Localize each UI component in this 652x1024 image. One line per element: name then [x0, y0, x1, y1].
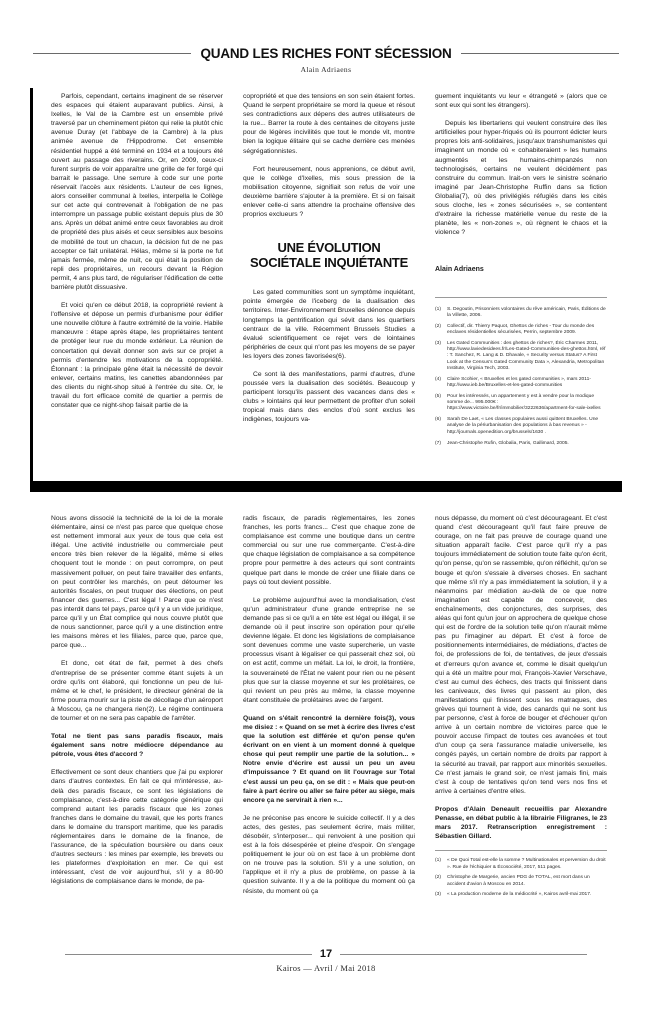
article-title: QUAND LES RICHES FONT SÉCESSION: [200, 46, 452, 61]
footnote-item: [435, 858, 607, 871]
interview-credit: Propos d'Alain Deneault recueillis par Alexandre Penasse, en débat public à la librairie Filigranes, le 23 mars 2017. Retranscription enregistrement : Sébastien Gillard.: [435, 805, 607, 841]
paragraph: copropriété et que des tensions en son sein étaient fortes. Quand le serpent propriétaire se mord la queue et résout ses contradictions aux dépens des autres utilisateurs de la rue... Barrer la route à des centaines de citoyens juste pour de légères incivilités que tout le monde vit, montre bien la logique élitaire qui se cache derrière ces menées ségrégationnistes.: [243, 93, 415, 155]
paragraph: Et voici qu'en ce début 2018, la copropriété revient à l'offensive et dépose un permis d'urbanisme pour édifier une nouvelle clôture à l'autre extrémité de la voirie. Habile manœuvre : étape après étape, les propriétaires tentent de protéger leur rue du monde extérieur. La réunion de concertation qui devait donner son avis sur ce projet a permis d'entendre les motivations de la copropriété. Étonnant : la principale gêne était la nécessité de devoir enlever, certains matins, les canettes abandonnées par des clients du night-shop situé à l'entrée du site. Or, le travail du fort efficace comité de quartier a permis de constater que ce night-shop faisait partie de la: [51, 302, 223, 410]
footnote-item: [435, 394, 607, 413]
footnote-text: Sarah De Laet, « Les classes populaires aussi quittent Bruxelles. Une analyse de la périurbanisation des populations à bas revenus » - http://journals.openedition.org/brussels/1630 .: [447, 417, 599, 435]
interview-question: Total ne tient pas sans paradis fiscaux, mais également sans notre médiocre dépendance au pétrole, vous êtes d'accord ?: [51, 733, 223, 759]
footnote-item: [435, 441, 607, 447]
footnote-item: [435, 307, 607, 320]
page-footer: [65, 948, 587, 973]
footnote-text: S. Degoutin, Prisonniers volontaires du rêve américain, Paris, Éditions de la Villette, 2006.: [447, 306, 606, 318]
footnote-text: Collectif, dir. Thierry Paquot, Ghettos de riches - Tour du monde des enclaves résidentielles sécurisées, Perrin, septembre 2009.: [447, 323, 595, 335]
footnote-item: [435, 324, 607, 337]
paragraph: Les gated communities sont un symptôme inquiétant, pointe émergée de l'iceberg de la dualisation des territoires. Inter-Environnement Bruxelles dénonce depuis longtemps la gentrification qui sévit dans les quartiers centraux de la ville. Récemment Brussels Studies a évalué scientifiquement ce rejet vers de lointaines périphéries de ceux qui n'ont pas les moyens de se payer les loyers des zones favorisées(6).: [243, 289, 415, 360]
footnote-number: (1): [435, 306, 441, 312]
paragraph: Et donc, cet état de fait, permet à des chefs d'entreprise de se présenter comme étant sujets à un ordre qu'ils ont élaboré, qui fonctionne un peu de lui-même et le chef, le président, le directeur général de la firme pourra mourir sur la piste de décollage d'un aéroport à Moscou, ça ne changera rien(2). Le régime continuera de tourner et on ne sera pas capable de l'arrêter.: [51, 660, 223, 722]
top-column-2: [243, 92, 415, 481]
footnote-item: [435, 341, 607, 372]
top-column-3: [435, 92, 607, 481]
top-column-1: [51, 92, 223, 481]
footnote-text: Les Gated Communities : des ghettos de riches?, Éric Charmes 2011, http://www.laviedesidees.fr/Les-Gated-Communities-des-ghettos.html, réf : T. Sanchez, R. Lang & D. Dhavale, « Security versus Status? A First Look at the Census's Gated Community Data », Alexandria, Metropolitan Institute, Virginia Tech, 2003.: [447, 340, 606, 371]
paragraph: nous dépasse, du moment où c'est décourageant. Et c'est quand c'est décourageant qu'il faut faire preuve de courage, on ne fait pas preuve de courage quand une situation apparaît facile. C'est parce qu'il n'y a pas toujours immédiatement de solution toute faite qu'on écrit, qu'on pense, qu'on se rassemble, qu'on réfléchit, qu'on se bouge et qu'on s'essaie à diverses choses. En sachant que même s'il n'y a pas immédiatement la solution, il y a néanmoins par médiation au-delà de ce que notre imagination est capable de concevoir, des enchaînements, des conjonctures, des surprises, des aléas qui font qu'un jour on approchera de quelque chose qui est de l'ordre de la solution telle qu'on n'aurait même pas pu l'imaginer au départ. Et c'est à force de positionnements intermédiaires, de médiations, d'actes de foi, de professions de foi, de tentatives, de jeux d'essais et d'erreurs qu'on avance et, comme le disait quelqu'un qui a été un maître pour moi, François-Xavier Verschave, c'est au cumul des échecs, des tracts qui finissent dans les caniveaux, des livres qui passent au pilon, des manifestations qui finissent sous les matraques, des grèves qui tournent à vide, des canards qui ne sont lus par personne, c'est à force de bouger et d'échouer qu'on arrive à un certain nombre de victoires parce que le pouvoir accuse l'impact de toutes ces avancées et tout d'un coup ça sera l'assurance maladie universelle, les congés payés, un certain nombre de droits par rapport à la sécurité au travail, par rapport aux minorités sexuelles. Ce n'est jamais le grand soir, ce n'est jamais fini, mais c'est à coup de tentatives qu'on tend vers nos fins et arrive à certaines d'entre elles.: [435, 515, 607, 795]
paragraph: Effectivement ce sont deux chantiers que j'ai pu explorer dans d'autres contextes. En fait ce qui m'intéresse, au-delà des paradis fiscaux, ce sont les législations de complaisance, c'est-à-dire cette catégorie générique qui comprend autant les paradis fiscaux que les zones franches dans le domaine du travail, que les ports francs dans le domaine du transport maritime, que les paradis réglementaires dans le domaine de la finance, de l'assurance, de la spéculation boursière ou dans ceux d'autres secteurs : les mines par exemple, les brevets ou les plateformes d'exploitation en mer. Ce qui est intéressant, c'est de voir aujourd'hui, s'il y a 80-90 législations de complaisance dans le monde, de pa-: [51, 769, 223, 886]
footnote-number: (5): [435, 393, 441, 399]
footnote-text: Claire Scohier, « Bruxelles et les gated communities », mars 2011- http://www.ieb.be/Bruxelles-et-les-gated-communities: [447, 376, 591, 388]
title-rule-left: [33, 53, 191, 54]
paragraph: Nous avons dissocié la technicité de la loi de la morale élémentaire, ainsi ce n'est pas parce que quelque chose est nettement immoral aux yeux de tous que cela est illégal. Une activité industrielle ou commerciale peut encore très bien relever de la légalité, même si elles choquent tout le monde : on peut corrompre, on peut massivement polluer, on peut faire travailler des enfants, on peut contrôler les marchés, on peut détourner les autorités fiscales, on peut truquer des élections, on peut financer des guerres... C'est légal ! Parce que ce n'est pas interdit dans tel pays, parce qu'il y a un vide juridique, parce qu'il y un État complice qui nous couvre plutôt que de nous sanctionner, parce qu'il y a une distinction entre les maisons mères et les filiales, parce que, parce que, parce que...: [51, 515, 223, 650]
left-vertical-rule: [30, 88, 33, 491]
page-number: 17: [319, 948, 333, 960]
footnotes-list: [435, 858, 607, 898]
title-rule-right: [461, 53, 619, 54]
bottom-column-1: [51, 514, 223, 948]
paragraph: Ce sont là des manifestations, parmi d'autres, d'une poussée vers la dualisation des sociétés. Beaucoup y participent lorsqu'ils passent des vacances dans des « clubs » lointains qui leur permettent de profiter d'un soleil tropical mais dans des enclos d'où sont exclus les indigènes, toujours va-: [243, 370, 415, 424]
bottom-column-3: [435, 514, 607, 948]
page-number-row: [65, 948, 587, 960]
paragraph: Fort heureusement, nous apprenions, ce début avril, que le collège d'Ixelles, mis sous pression de la mobilisation citoyenne, signifiait son refus de voir une deuxième barrière s'ajouter à la première. Et si on faisait enlever celle-ci sans attendre la prochaine offensive des proprios exclueurs ?: [243, 165, 415, 219]
section-heading-line2: SOCIÉTALE INQUIÉTANTE: [250, 254, 408, 270]
interview-question: Quand on s'était rencontré la dernière fois(3), vous me disiez : « Quand on se met à écrire des livres c'est que la solution est différée et qu'on pense qu'en écrivant on en vient à un moment donné à quelque chose qui peut remplir une partie de la solution... » Notre envie d'écrire est aussi un peu un aveu d'impuissance ? Et quand on lit l'ouvrage sur Total c'est aussi un peu ça, on se dit : « Mais que peut-on faire à part écrire ou aller se faire péter au siège, mais encore ça ne servirait à rien »...: [243, 714, 415, 804]
footnote-number: (2): [435, 875, 441, 881]
footer-rule-left: [65, 954, 312, 955]
section-heading: [243, 241, 415, 270]
paragraph: Depuis les libertariens qui veulent construire des îles artificielles pour hyper-friqués où ils pourront édicter leurs propres lois anti-solidaires, jusqu'aux transhumanistes qui imaginent un monde où « cohabiteraient » les humains augmentés et les humains-chimpanzés non technologisés, certains ne veulent décidément pas construire du commun. Irait-on vers le sinistre scénario imaginé par Jean-Christophe Ruffin dans sa fiction Globalia(7), où des privilégiés réfugiés dans les cités sous cloche, les « zones sécurisées », se contentent d'extraire la richesse matérielle venue du reste de la planète, les « non-zones », où règnent le chaos et la violence ?: [435, 120, 607, 237]
footnote-text: Christophe de Margerie, ancien PDG de TOTAL, est mort dans un accident d'avion à Moscou en 2014.: [447, 875, 590, 887]
paragraph: guement inquiétants vu leur « étrangeté » (alors que ce sont eux qui sont les étrangers).: [435, 93, 607, 110]
footnote-number: (2): [435, 323, 441, 329]
paragraph: Je ne préconise pas encore le suicide collectif. Il y a des actes, des gestes, pas seulement écrire, mais militer, désobéir, s'interposer... qui renvoient à une position qui est à la fois désespérée et pleine d'espoir. On s'engage politiquement le jour où on est face à un problème dont on ne trouve pas la solution. S'il y a une solution, on l'applique et il n'y a plus de problème, on passe à la question suivante. Il y a de la politique du moment où ça résiste, du moment où ça: [243, 814, 415, 895]
footnote-number: (3): [435, 892, 441, 898]
footnotes-list: [435, 307, 607, 447]
title-row: [33, 46, 619, 61]
paragraph: radis fiscaux, de paradis règlementaires, les zones franches, les ports francs... C'est que chaque zone de complaisance est comme une boutique dans un centre commercial ou sur une rue commerçante. C'est-à-dire que chaque législation de complaisance a sa compétence propre pour permettre à des acteurs qui sont contraints quelque part dans le monde de créer une filiale dans ce pays où tout devient possible.: [243, 515, 415, 586]
footnote-text: « La production moderne de la médiocrité », Kairos avril-mai 2017.: [447, 892, 592, 898]
footnotes-divider: [435, 297, 607, 298]
bottom-section: [51, 514, 607, 948]
footer-rule-right: [340, 954, 587, 955]
bottom-column-2: [243, 514, 415, 948]
footnote-number: (1): [435, 858, 441, 864]
footnote-item: [435, 377, 607, 390]
section-divider-bar: [30, 481, 622, 492]
footnote-item: [435, 892, 607, 898]
article-header: [33, 46, 619, 74]
journal-name: Kairos — Avril / Mai 2018: [276, 963, 376, 973]
paragraph: Parfois, cependant, certains imaginent de se réserver des espaces qui étaient auparavant publics. Ainsi, à Ixelles, le Val de la Cambre est un ensemble privé traversé par un cheminement piéton qui relie la plutôt chic avenue Duray (et l'abbaye de la Cambre) à la plus animée avenue de l'Hippodrome. Cet ensemble résidentiel huppé a été terminé en 1934 et a toujours été ouvert au passage des riverains. Or, en 2009, ceux-ci furent surpris de voir apparaître une grille de fer forgé qui barrait le passage. Une serrure à code sur une porte réservait l'accès aux résidents. L'auteur de ces lignes, alors conseiller communal à Ixelles, interpella le Collège sur cet acte qui contrevenait à l'obligation de ne pas interrompre un passage public existant depuis plus de 30 ans. Après un débat animé entre ceux favorables au droit de propriété des plus aisés et ceux sensibles aux besoins de mobilité de tout un chacun, la décision fut de ne pas accepter ce fait unilatéral. Hélas, même si la porte ne fut jamais fermée, même de nuit, ce qui était la position de repli des propriétaires, un recours devant la Région permit, 4 ans plus tard, de régulariser l'édification de cette barrière plutôt dissuasive.: [51, 93, 223, 291]
top-section: [51, 92, 607, 481]
footnote-number: (6): [435, 417, 441, 423]
section-heading-line1: UNE ÉVOLUTION: [277, 240, 381, 256]
footnote-number: (7): [435, 440, 441, 446]
footnote-text: Pour les intéressés, un appartement y est à vendre pour la modique somme de... 995.000€ : https://www.victoire.be/fr/immobilier/3222636/apartment-for-sale-ixelles: [447, 393, 601, 412]
footnote-item: [435, 417, 607, 436]
footnote-number: (4): [435, 376, 441, 382]
article-byline: Alain Adriaens: [300, 65, 352, 74]
footnote-item: [435, 875, 607, 888]
footnote-text: « De Quoi Total est-elle la somme ? Multinationales et perversion du droit ». Rue de l'échiquier & Écosociété, 2017, 511 pages.: [447, 858, 606, 870]
footnotes-divider: [435, 850, 607, 851]
author-signature: Alain Adriaens: [435, 266, 484, 274]
footnote-text: Jean-Christophe Rufin, Globalia, Paris, Gallimard, 2005.: [447, 440, 569, 446]
paragraph: Le problème aujourd'hui avec la mondialisation, c'est qu'un administrateur d'une grande entreprise ne se demande pas si ce qu'il a en tête est légal ou illégal, il se demande où il peut inscrire son opération pour qu'elle devienne légale. Et donc les législations de complaisance sont devenues comme une vaste supercherie, un vaste processus visant à légaliser ce qui passerait chez soi, où on est actif, comme un méfait. La loi, le droit, la frontière, la souveraineté de l'État ne valent pour rien ou ne pèsent plus que sur la classe moyenne et sur les prolétaires, ce qui revient un peu près au même, la classe moyenne étant constituée de prolétaires avec de l'argent.: [243, 596, 415, 704]
footnote-number: (3): [435, 340, 441, 346]
